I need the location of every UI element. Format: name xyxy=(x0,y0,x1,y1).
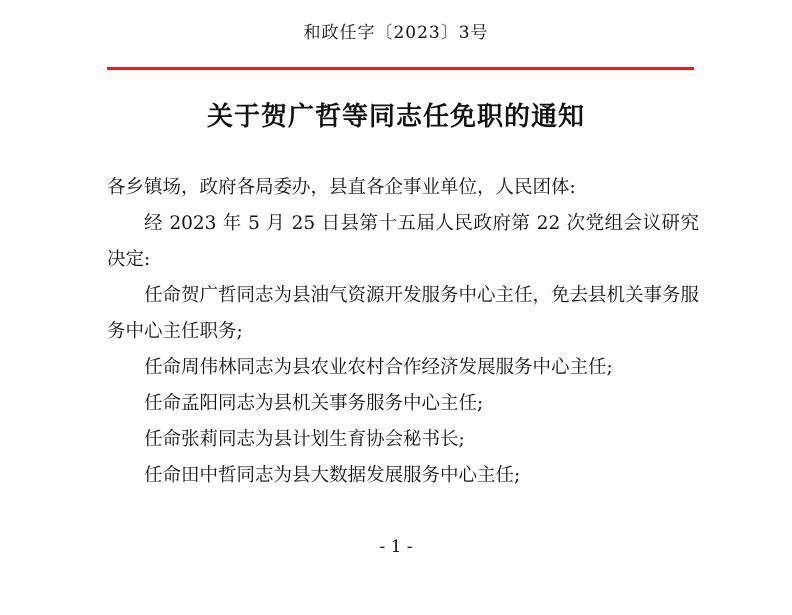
paragraph-appointment-3: 任命孟阳同志为县机关事务服务中心主任; xyxy=(144,393,484,414)
page-number: - 1 - xyxy=(379,537,413,557)
paragraph-appointment-4: 任命张莉同志为县计划生育协会秘书长; xyxy=(144,429,465,450)
document-number: 和政任字〔2023〕3号 xyxy=(303,23,489,43)
paragraph-appointment-2: 任命周伟林同志为县农业农村合作经济发展服务中心主任; xyxy=(144,357,613,378)
document-body xyxy=(107,170,699,494)
paragraph-decision: 经 2023 年 5 月 25 日县第十五届人民政府第 22 次党组会议研究决定: xyxy=(107,213,699,270)
paragraph-appointment-5: 任命田中哲同志为县大数据发展服务中心主任; xyxy=(144,465,521,486)
red-header-rule xyxy=(107,67,694,70)
document-title: 关于贺广哲等同志任免职的通知 xyxy=(206,102,585,132)
addressee-line: 各乡镇场，政府各局委办，县直各企事业单位，人民团体: xyxy=(107,177,576,198)
paragraph-appointment-1: 任命贺广哲同志为县油气资源开发服务中心主任，免去县机关事务服务中心主任职务; xyxy=(107,285,700,342)
